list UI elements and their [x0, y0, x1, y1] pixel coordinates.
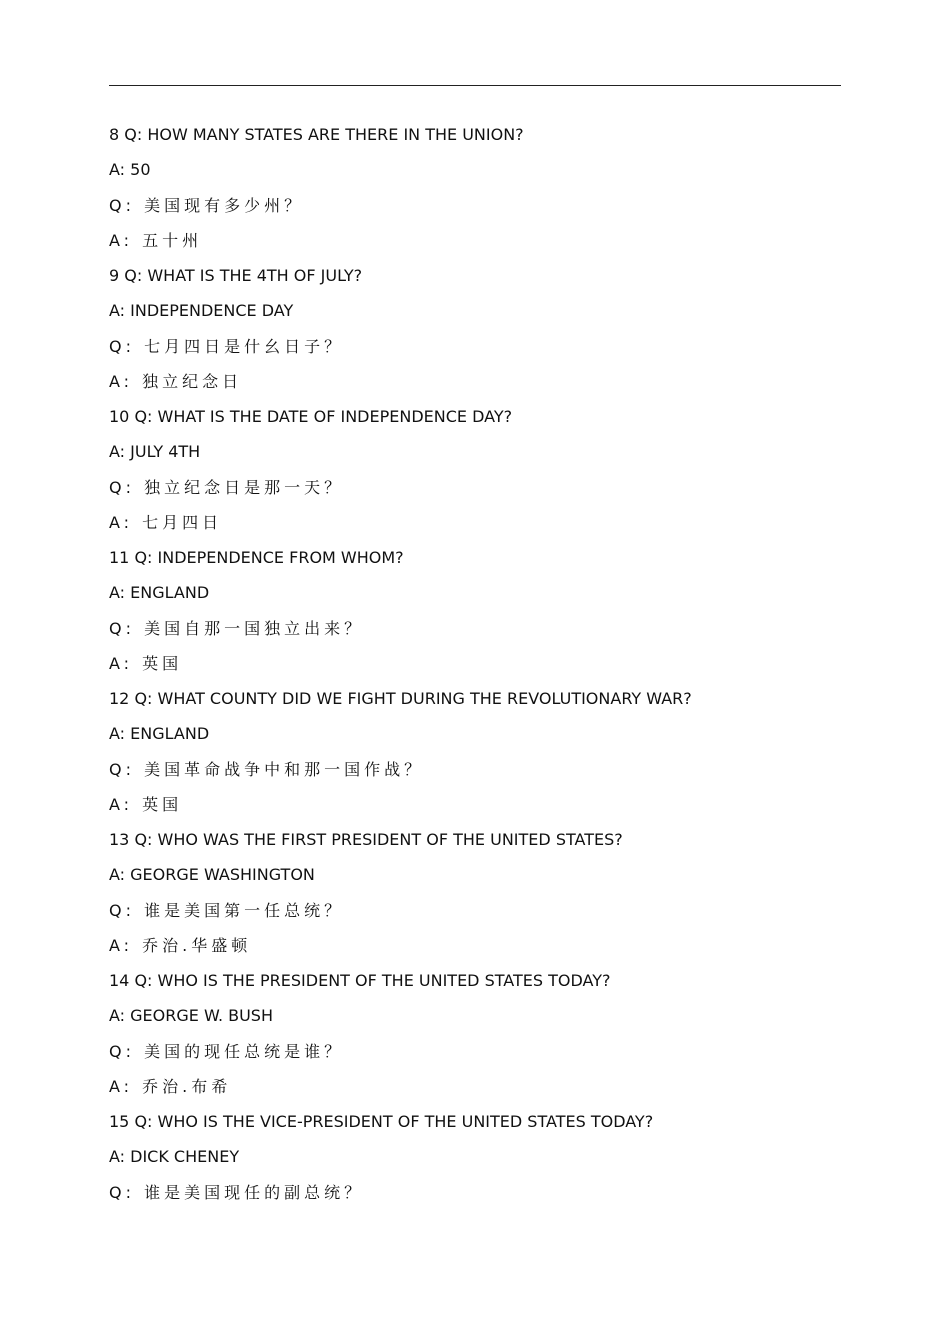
answer-line: A: 英国	[109, 653, 183, 673]
answer-line: A: JULY 4TH	[109, 442, 201, 462]
answer-line: A: 英国	[109, 794, 183, 814]
question-line: Q: 美国自那一国独立出来？	[109, 618, 365, 638]
question-line: 15 Q: WHO IS THE VICE-PRESIDENT OF THE UNITED STATES TODAY?	[109, 1112, 654, 1131]
document-body	[109, 122, 869, 1215]
answer-line: A: 乔治.华盛顿	[109, 935, 252, 955]
question-line: Q: 美国革命战争中和那一国作战？	[109, 759, 425, 779]
answer-line: A: GEORGE W. BUSH	[109, 1006, 273, 1026]
question-line: 13 Q: WHO WAS THE FIRST PRESIDENT OF THE UNITED STATES?	[109, 830, 623, 849]
answer-line: A: ENGLAND	[109, 583, 210, 603]
question-line: 12 Q: WHAT COUNTY DID WE FIGHT DURING THE REVOLUTIONARY WAR?	[109, 689, 692, 708]
question-line: Q: 美国的现任总统是谁？	[109, 1041, 345, 1061]
header-rule	[109, 85, 841, 86]
question-line: Q: 美国现有多少州？	[109, 195, 305, 215]
answer-line: A: ENGLAND	[109, 724, 210, 744]
question-line: 8 Q: HOW MANY STATES ARE THERE IN THE UNION?	[109, 125, 524, 144]
question-line: Q: 七月四日是什幺日子？	[109, 336, 345, 356]
answer-line: A: 乔治.布希	[109, 1076, 232, 1096]
answer-line: A: 七月四日	[109, 512, 223, 532]
answer-line: A: INDEPENDENCE DAY	[109, 301, 294, 321]
question-line: 10 Q: WHAT IS THE DATE OF INDEPENDENCE DAY?	[109, 407, 513, 426]
answer-line: A: DICK CHENEY	[109, 1147, 240, 1167]
answer-line: A: 独立纪念日	[109, 371, 243, 391]
question-line: Q: 谁是美国第一任总统？	[109, 900, 345, 920]
question-line: 14 Q: WHO IS THE PRESIDENT OF THE UNITED STATES TODAY?	[109, 971, 611, 990]
question-line: 11 Q: INDEPENDENCE FROM WHOM?	[109, 548, 404, 567]
question-line: 9 Q: WHAT IS THE 4TH OF JULY?	[109, 266, 363, 285]
answer-line: A: GEORGE WASHINGTON	[109, 865, 315, 885]
answer-line: A: 50	[109, 160, 151, 180]
answer-line: A: 五十州	[109, 230, 203, 250]
question-line: Q: 谁是美国现任的副总统？	[109, 1182, 365, 1202]
question-line: Q: 独立纪念日是那一天？	[109, 477, 345, 497]
